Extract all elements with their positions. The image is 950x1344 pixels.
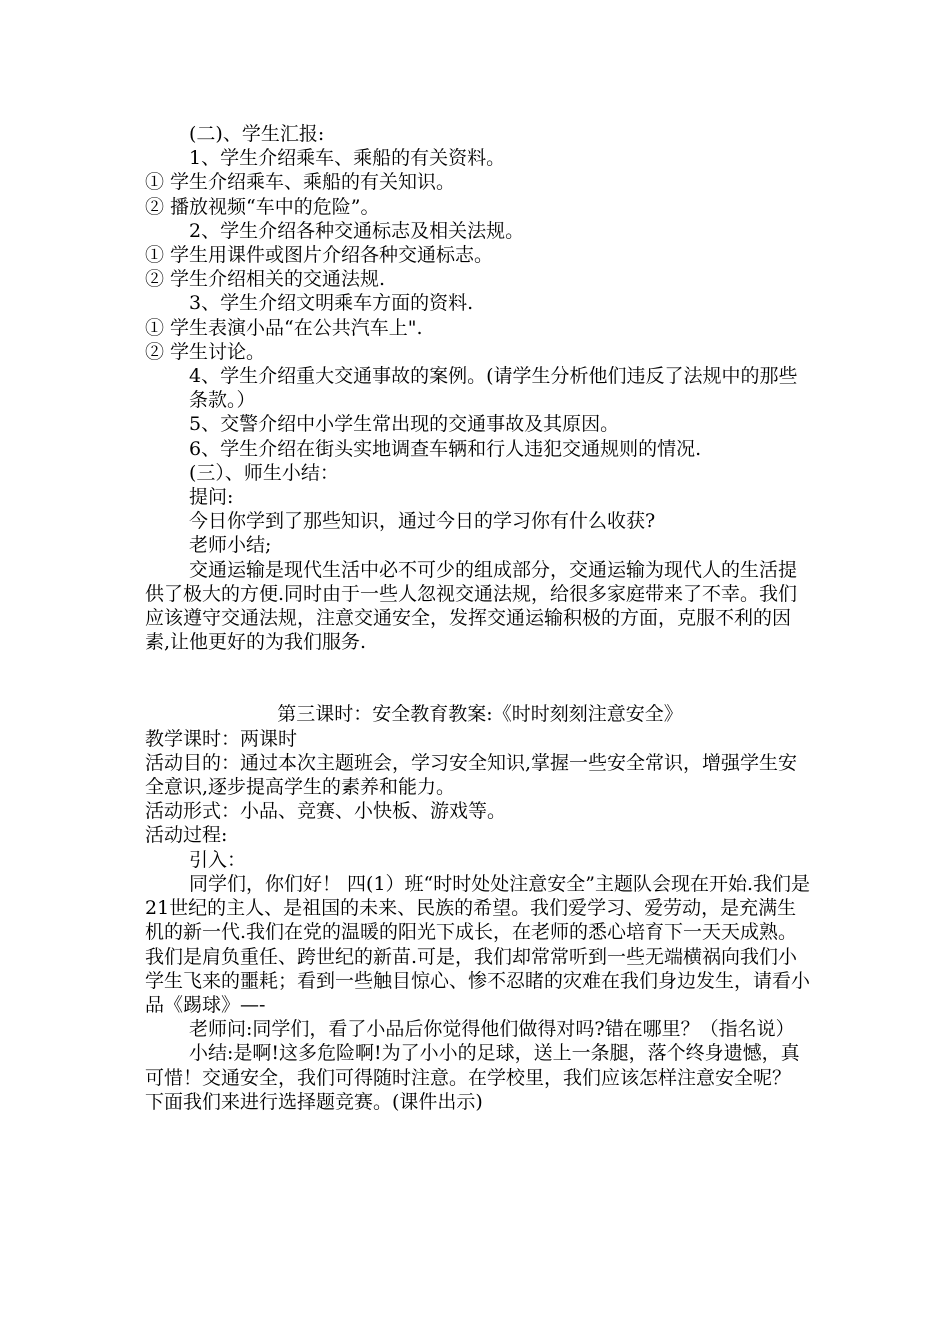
heading-summary: (三）、师生小结：	[189, 461, 339, 484]
document-body	[145, 122, 815, 1114]
sub-item: ② 学生介绍相关的交通法规.	[145, 268, 386, 291]
lesson-hours: 教学课时：两课时	[145, 727, 298, 750]
item-4: 4、学生介绍重大交通事故的案例。(请学生分析他们违反了法规中的那些条款。）	[189, 365, 798, 412]
sub-item: ② 学生讨论。	[145, 340, 266, 363]
item-5: 5、交警介绍中小学生常出现的交通事故及其原因。	[189, 413, 620, 436]
summary-paragraph: 交通运输是现代生活中必不可少的组成部分，交通运输为现代人的生活提供了极大的方便.同时由于一些人忽视交通法规，给很多家庭带来了不幸。我们应该遵守交通法规，注意交通安全，发挥交通运输积极的方面，克服不利的因素,让他更好的为我们服务.	[145, 558, 798, 654]
question-label: 提问:	[189, 486, 234, 509]
intro-label: 引入：	[189, 848, 247, 871]
item-2: 2、学生介绍各种交通标志及相关法规。	[189, 219, 525, 242]
lesson-title: 第三课时：安全教育教案:《时时刻刻注意安全》	[277, 703, 683, 726]
intro-paragraph: 同学们，你们好！ 四(1）班“时时处处注意安全”主题队会现在开始.我们是21世纪的主人、是祖国的未来、民族的希望。我们爱学习、爱劳动，是充满生机的新一代.我们在党的温暖的阳光下成长，在老师的悉心培育下一天天成熟。我们是肩负重任、跨世纪的新苗.可是，我们却常常听到一些无端横祸向我们小学生飞来的噩耗；看到一些触目惊心、惨不忍睹的灾难在我们身边发生，请看小品《踢球》—-	[145, 872, 811, 1016]
teacher-summary-label: 老师小结;	[189, 534, 272, 557]
item-1: 1、学生介绍乘车、乘船的有关资料。	[189, 147, 506, 170]
teacher-question-paragraph: 老师问:同学们，看了小品后你觉得他们做得对吗?错在哪里？（指名说）	[189, 1018, 795, 1041]
activity-process-label: 活动过程:	[145, 824, 228, 847]
item-6: 6、学生介绍在街头实地调查车辆和行人违犯交通规则的情况.	[189, 437, 702, 460]
question-text: 今日你学到了那些知识，通过今日的学习你有什么收获?	[189, 510, 656, 533]
sub-item: ① 学生用课件或图片介绍各种交通标志。	[145, 244, 494, 267]
sub-item: ② 播放视频“车中的危险”。	[145, 195, 380, 218]
section-lesson-three	[145, 727, 815, 1114]
summary-paragraph-b: 小结:是啊!这多危险啊!为了小小的足球，送上一条腿，落个终身遗憾，真可惜！交通安全，我们可得随时注意。在学校里，我们应该怎样注意安全呢？	[145, 1042, 800, 1089]
activity-goal: 活动目的：通过本次主题班会，学习安全知识,掌握一些安全常识，增强学生安全意识,逐步提高学生的素养和能力。	[145, 751, 798, 799]
item-3: 3、学生介绍文明乘车方面的资料.	[189, 292, 474, 315]
heading-student-report: (二)、学生汇报:	[189, 123, 325, 145]
section-gap	[145, 654, 815, 702]
sub-item: ① 学生介绍乘车、乘船的有关知识。	[145, 171, 456, 194]
sub-item: ① 学生表演小品“在公共汽车上".	[145, 316, 423, 339]
quiz-intro: 下面我们来进行选择题竞赛。(课件出示)	[145, 1090, 483, 1113]
activity-form: 活动形式：小品、竞赛、小快板、游戏等。	[145, 800, 507, 823]
section-student-report	[145, 122, 815, 654]
